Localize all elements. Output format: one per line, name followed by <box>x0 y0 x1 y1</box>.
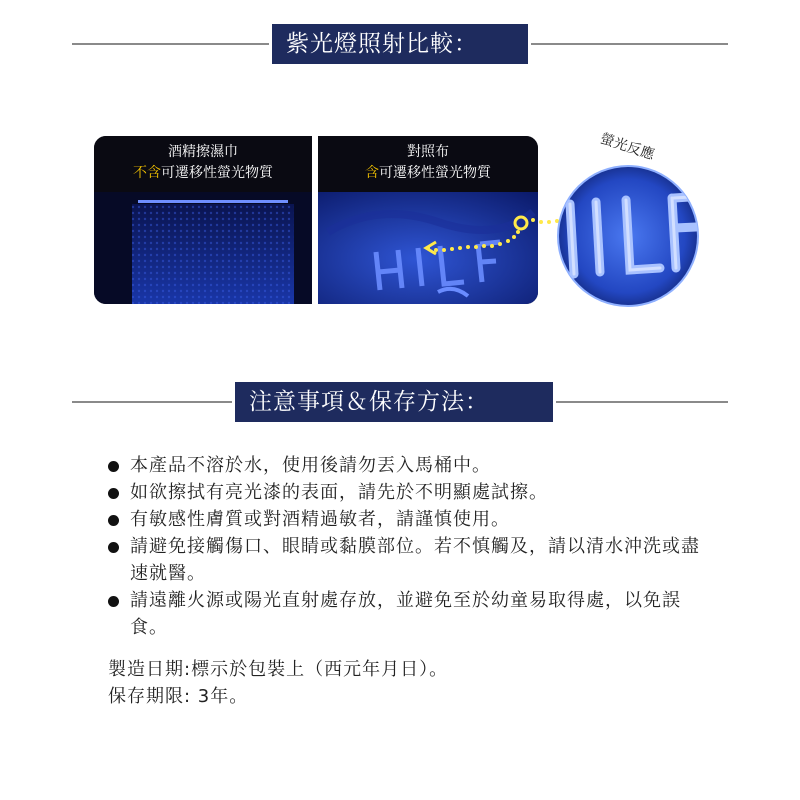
panel-caption <box>318 136 538 192</box>
section-title: 注意事項＆保存方法： <box>235 382 553 422</box>
manufacture-date: 製造日期:標示於包裝上（西元年月日）。 <box>108 659 449 680</box>
caption-highlight: 含 <box>365 165 379 181</box>
callout-label: 螢光反應 <box>598 130 657 164</box>
section-header-uv-comparison <box>72 24 728 64</box>
list-item <box>108 533 708 587</box>
bullet-icon <box>108 488 119 499</box>
list-item-text: 請避免接觸傷口、眼睛或黏膜部位。若不慎觸及，請以清水沖洗或盡速就醫。 <box>130 536 700 584</box>
bullet-icon <box>108 596 119 607</box>
panel-caption <box>94 136 312 192</box>
bullet-icon <box>108 542 119 553</box>
list-item <box>108 506 708 533</box>
caption-line1: 對照布 <box>407 144 449 160</box>
magnified-fluorescence-circle <box>556 164 700 308</box>
storage-info <box>108 656 448 710</box>
list-item <box>108 452 708 479</box>
list-item-text: 如欲擦拭有亮光漆的表面，請先於不明顯處試擦。 <box>130 482 548 503</box>
section-header-precautions <box>72 382 728 422</box>
precautions-list <box>108 452 708 641</box>
caption-line1: 酒精擦濕巾 <box>168 144 238 160</box>
comparison-panel-wipe <box>94 136 312 304</box>
section-title: 紫光燈照射比較： <box>272 24 528 64</box>
list-item-text: 本產品不溶於水，使用後請勿丟入馬桶中。 <box>130 455 491 476</box>
bullet-icon <box>108 515 119 526</box>
bullet-icon <box>108 461 119 472</box>
shelf-life: 保存期限: 3年。 <box>108 686 249 707</box>
list-item <box>108 479 708 506</box>
list-item-text: 有敏感性膚質或對酒精過敏者，請謹慎使用。 <box>130 509 510 530</box>
caption-line2 <box>318 162 538 184</box>
caption-rest: 可遷移性螢光物質 <box>379 165 491 181</box>
comparison-panel-reference-cloth <box>318 136 538 304</box>
caption-rest: 可遷移性螢光物質 <box>161 165 273 181</box>
caption-line2 <box>94 162 312 184</box>
wipe-uv-photo <box>94 192 312 304</box>
cloth-uv-photo <box>318 192 538 304</box>
list-item <box>108 587 708 641</box>
caption-highlight: 不含 <box>133 165 161 181</box>
list-item-text: 請遠離火源或陽光直射處存放，並避免至於幼童易取得處，以免誤食。 <box>130 590 681 638</box>
